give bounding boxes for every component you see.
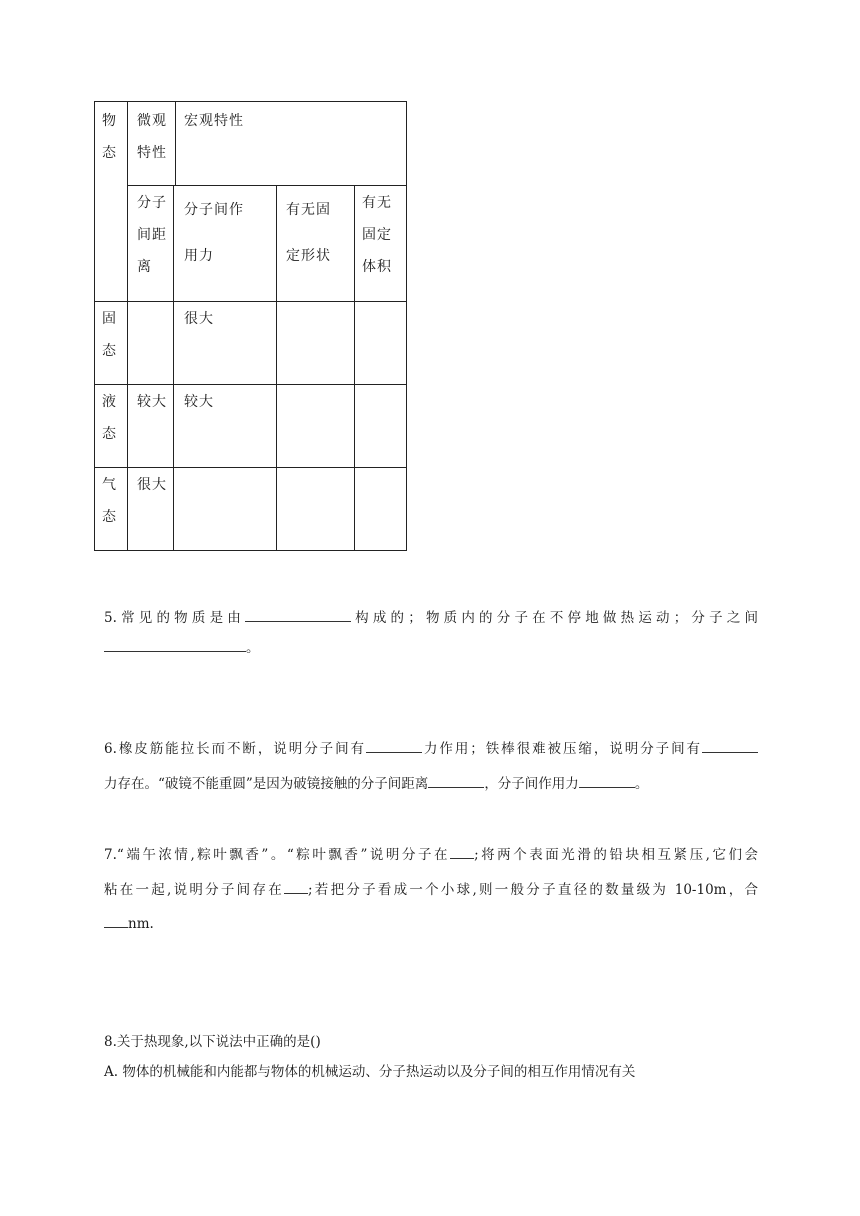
q7-blank-3[interactable] [104,913,128,928]
q8-option-a[interactable]: A. 物体的机械能和内能都与物体的机械运动、分子热运动以及分子间的相互作用情况有关 [104,1064,636,1080]
header-shape: 有无固定形状 [286,202,331,264]
q5-blank-2[interactable] [104,637,246,652]
q6-text-a: 6.橡皮筋能拉长而不断，说明分子间有 [104,741,366,757]
row-gas-distance: 很大 [137,477,167,493]
row-liquid-state: 液态 [102,394,117,442]
question-7 [104,843,758,932]
q6-text-c: 力存在。“破镜不能重圆”是因为破镜接触的分子间距离 [104,776,429,792]
header-micro: 微观特性 [137,113,167,161]
row-gas-state: 气态 [102,477,117,525]
q5-text-b: 构成的；物质内的分子在不停地做热运动；分子之间 [350,610,759,626]
row-liquid-force: 较大 [184,394,214,410]
q6-blank-4[interactable] [579,773,635,788]
question-6 [104,737,758,792]
row-solid-state: 固态 [102,311,117,359]
q6-text-b: 力作用；铁棒很难被压缩，说明分子间有 [422,741,703,757]
q7-blank-1[interactable] [450,844,474,859]
header-force: 分子间作用力 [184,202,244,264]
q6-blank-3[interactable] [428,773,484,788]
states-of-matter-table [94,101,407,551]
q7-text-d: ;若把分子看成一个小球,则一般分子直径的数量级为 10-10m，合 [307,882,758,898]
q7-text-a: 7.“端午浓情,粽叶飘香”。“粽叶飘香”说明分子在 [104,847,451,863]
q6-blank-2[interactable] [702,738,758,753]
q7-text-b: ;将两个表面光滑的铅块相互紧压,它们会 [474,847,759,863]
row-liquid-distance: 较大 [137,394,167,410]
q5-text-c: 。 [246,640,260,656]
row-solid-force: 很大 [184,311,214,327]
q6-text-e: 。 [634,776,649,792]
q5-text-a: 5.常见的物质是由 [104,610,245,626]
header-volume: 有无固定体积 [362,195,392,275]
header-macro: 宏观特性 [184,113,244,129]
q6-blank-1[interactable] [366,738,422,753]
question-5 [104,606,758,656]
q6-text-d: ，分子间作用力 [484,776,579,792]
q5-blank-1[interactable] [245,607,351,622]
header-state: 物态 [102,113,117,161]
q8-stem: 8.关于热现象,以下说法中正确的是() [104,1034,321,1050]
header-distance: 分子间距离 [137,195,167,275]
q7-blank-2[interactable] [284,879,308,894]
q7-text-e: nm. [128,916,154,932]
question-8 [104,1030,758,1080]
q7-text-c: 粘在一起,说明分子间存在 [104,882,284,898]
